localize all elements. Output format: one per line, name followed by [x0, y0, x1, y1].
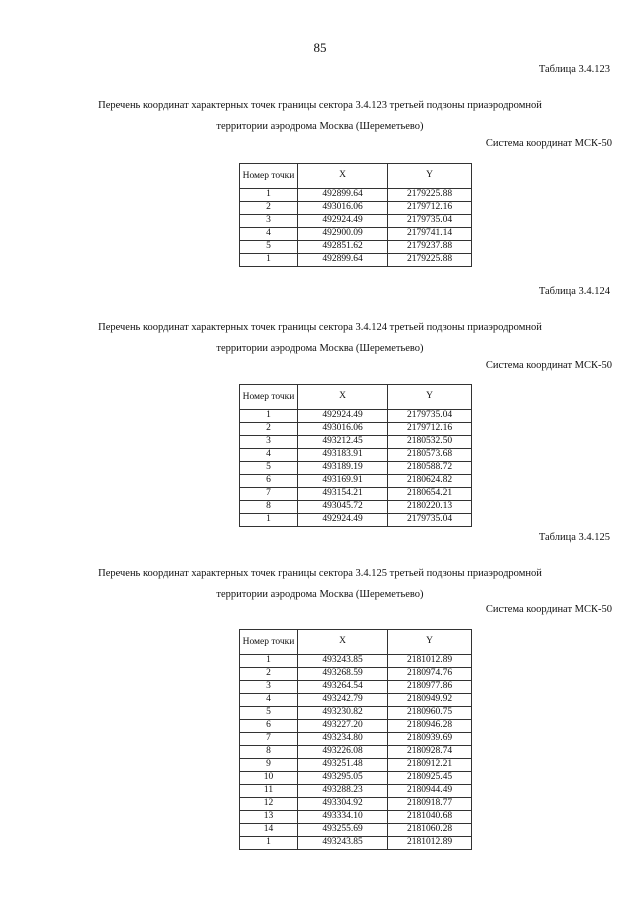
cell-x: 493264.54 — [298, 681, 388, 694]
cell-point-number: 3 — [240, 215, 298, 228]
table-row — [240, 488, 472, 501]
cell-point-number: 1 — [240, 410, 298, 423]
header-y: Y — [388, 164, 472, 189]
cell-point-number: 10 — [240, 772, 298, 785]
cell-point-number: 2 — [240, 668, 298, 681]
table-row — [240, 189, 472, 202]
cell-point-number: 2 — [240, 202, 298, 215]
cell-y: 2179735.04 — [388, 410, 472, 423]
cell-y: 2180949.92 — [388, 694, 472, 707]
table-row — [240, 837, 472, 850]
page-number: 85 — [313, 40, 327, 55]
cell-y: 2180912.21 — [388, 759, 472, 772]
cell-point-number: 1 — [240, 514, 298, 527]
cell-x: 492924.49 — [298, 514, 388, 527]
cell-x: 493212.45 — [298, 436, 388, 449]
coord-system-label: Система координат МСК-50 — [485, 604, 612, 615]
cell-y: 2180928.74 — [388, 746, 472, 759]
table-header-row — [240, 630, 472, 655]
cell-point-number: 2 — [240, 423, 298, 436]
table-title-line-1: Перечень координат характерных точек границы сектора 3.4.125 третьей подзоны приаэродромной — [98, 568, 542, 579]
cell-point-number: 3 — [240, 436, 298, 449]
table-row — [240, 811, 472, 824]
table-row — [240, 410, 472, 423]
table-row — [240, 514, 472, 527]
table-row — [240, 449, 472, 462]
table-row — [240, 668, 472, 681]
cell-point-number: 1 — [240, 837, 298, 850]
cell-y: 2181040.68 — [388, 811, 472, 824]
table-row — [240, 720, 472, 733]
table-row — [240, 254, 472, 267]
cell-x: 493189.19 — [298, 462, 388, 475]
table-row — [240, 501, 472, 514]
cell-y: 2179225.88 — [388, 189, 472, 202]
cell-point-number: 13 — [240, 811, 298, 824]
cell-x: 493226.08 — [298, 746, 388, 759]
cell-x: 492924.49 — [298, 215, 388, 228]
header-y: Y — [388, 385, 472, 410]
cell-x: 492851.62 — [298, 241, 388, 254]
header-x: X — [298, 630, 388, 655]
cell-x: 493016.06 — [298, 423, 388, 436]
cell-x: 493227.20 — [298, 720, 388, 733]
cell-y: 2181012.89 — [388, 837, 472, 850]
cell-x: 492900.09 — [298, 228, 388, 241]
table-row — [240, 462, 472, 475]
cell-point-number: 5 — [240, 462, 298, 475]
cell-point-number: 8 — [240, 501, 298, 514]
header-point-number: Номер точки — [240, 164, 298, 189]
cell-x: 493230.82 — [298, 707, 388, 720]
table-header-row — [240, 164, 472, 189]
cell-x: 493334.10 — [298, 811, 388, 824]
cell-point-number: 1 — [240, 655, 298, 668]
cell-y: 2180918.77 — [388, 798, 472, 811]
cell-x: 493251.48 — [298, 759, 388, 772]
cell-x: 493169.91 — [298, 475, 388, 488]
cell-point-number: 7 — [240, 488, 298, 501]
cell-point-number: 12 — [240, 798, 298, 811]
cell-x: 493243.85 — [298, 655, 388, 668]
cell-y: 2179712.16 — [388, 423, 472, 436]
cell-y: 2181012.89 — [388, 655, 472, 668]
coord-system-label: Система координат МСК-50 — [485, 138, 612, 149]
cell-point-number: 5 — [240, 707, 298, 720]
cell-point-number: 14 — [240, 824, 298, 837]
table-row — [240, 655, 472, 668]
cell-y: 2179712.16 — [388, 202, 472, 215]
table-row — [240, 241, 472, 254]
table-row — [240, 733, 472, 746]
table-title — [0, 95, 640, 137]
table-row — [240, 423, 472, 436]
cell-y: 2179225.88 — [388, 254, 472, 267]
table-row — [240, 475, 472, 488]
table-row — [240, 785, 472, 798]
cell-y: 2180939.69 — [388, 733, 472, 746]
cell-x: 493243.85 — [298, 837, 388, 850]
cell-point-number: 11 — [240, 785, 298, 798]
table-row — [240, 436, 472, 449]
table-row — [240, 798, 472, 811]
cell-x: 493268.59 — [298, 668, 388, 681]
cell-y: 2179735.04 — [388, 514, 472, 527]
cell-x: 493288.23 — [298, 785, 388, 798]
coordinates-table — [239, 163, 472, 267]
table-title-line-2: территории аэродрома Москва (Шереметьево) — [216, 121, 424, 132]
table-row — [240, 759, 472, 772]
table-label: Таблица 3.4.125 — [538, 532, 610, 543]
cell-x: 493255.69 — [298, 824, 388, 837]
cell-x: 492924.49 — [298, 410, 388, 423]
table-row — [240, 202, 472, 215]
cell-y: 2180960.75 — [388, 707, 472, 720]
cell-x: 493304.92 — [298, 798, 388, 811]
cell-y: 2180974.76 — [388, 668, 472, 681]
cell-point-number: 7 — [240, 733, 298, 746]
cell-x: 493183.91 — [298, 449, 388, 462]
cell-y: 2180588.72 — [388, 462, 472, 475]
cell-y: 2179741.14 — [388, 228, 472, 241]
cell-y: 2180624.82 — [388, 475, 472, 488]
table-title-line-2: территории аэродрома Москва (Шереметьево) — [216, 589, 424, 600]
table-row — [240, 707, 472, 720]
cell-point-number: 4 — [240, 449, 298, 462]
cell-x: 492899.64 — [298, 189, 388, 202]
header-x: X — [298, 385, 388, 410]
header-point-number: Номер точки — [240, 385, 298, 410]
cell-y: 2181060.28 — [388, 824, 472, 837]
cell-x: 493154.21 — [298, 488, 388, 501]
cell-point-number: 1 — [240, 189, 298, 202]
table-header-row — [240, 385, 472, 410]
cell-y: 2180925.45 — [388, 772, 472, 785]
table-row — [240, 824, 472, 837]
cell-x: 493016.06 — [298, 202, 388, 215]
cell-y: 2179237.88 — [388, 241, 472, 254]
cell-y: 2180532.50 — [388, 436, 472, 449]
table-row — [240, 681, 472, 694]
table-row — [240, 694, 472, 707]
header-y: Y — [388, 630, 472, 655]
cell-point-number: 8 — [240, 746, 298, 759]
cell-point-number: 4 — [240, 694, 298, 707]
table-row — [240, 772, 472, 785]
table-title — [0, 563, 640, 605]
table-title-line-1: Перечень координат характерных точек границы сектора 3.4.124 третьей подзоны приаэродромной — [98, 322, 542, 333]
cell-y: 2180977.86 — [388, 681, 472, 694]
coord-system-label: Система координат МСК-50 — [485, 360, 612, 371]
cell-x: 493242.79 — [298, 694, 388, 707]
table-title-line-2: территории аэродрома Москва (Шереметьево) — [216, 343, 424, 354]
cell-point-number: 9 — [240, 759, 298, 772]
table-row — [240, 215, 472, 228]
cell-point-number: 4 — [240, 228, 298, 241]
coordinates-table — [239, 384, 472, 527]
cell-x: 493295.05 — [298, 772, 388, 785]
cell-point-number: 5 — [240, 241, 298, 254]
cell-point-number: 6 — [240, 475, 298, 488]
cell-y: 2180654.21 — [388, 488, 472, 501]
table-row — [240, 746, 472, 759]
cell-y: 2179735.04 — [388, 215, 472, 228]
cell-point-number: 3 — [240, 681, 298, 694]
table-row — [240, 228, 472, 241]
cell-y: 2180220.13 — [388, 501, 472, 514]
header-point-number: Номер точки — [240, 630, 298, 655]
cell-x: 492899.64 — [298, 254, 388, 267]
coordinates-table — [239, 629, 472, 850]
cell-y: 2180944.49 — [388, 785, 472, 798]
table-title — [0, 317, 640, 359]
cell-y: 2180573.68 — [388, 449, 472, 462]
table-label: Таблица 3.4.123 — [538, 64, 610, 75]
cell-point-number: 6 — [240, 720, 298, 733]
cell-x: 493045.72 — [298, 501, 388, 514]
cell-x: 493234.80 — [298, 733, 388, 746]
table-label: Таблица 3.4.124 — [538, 286, 610, 297]
cell-y: 2180946.28 — [388, 720, 472, 733]
header-x: X — [298, 164, 388, 189]
table-title-line-1: Перечень координат характерных точек границы сектора 3.4.123 третьей подзоны приаэродромной — [98, 100, 542, 111]
cell-point-number: 1 — [240, 254, 298, 267]
